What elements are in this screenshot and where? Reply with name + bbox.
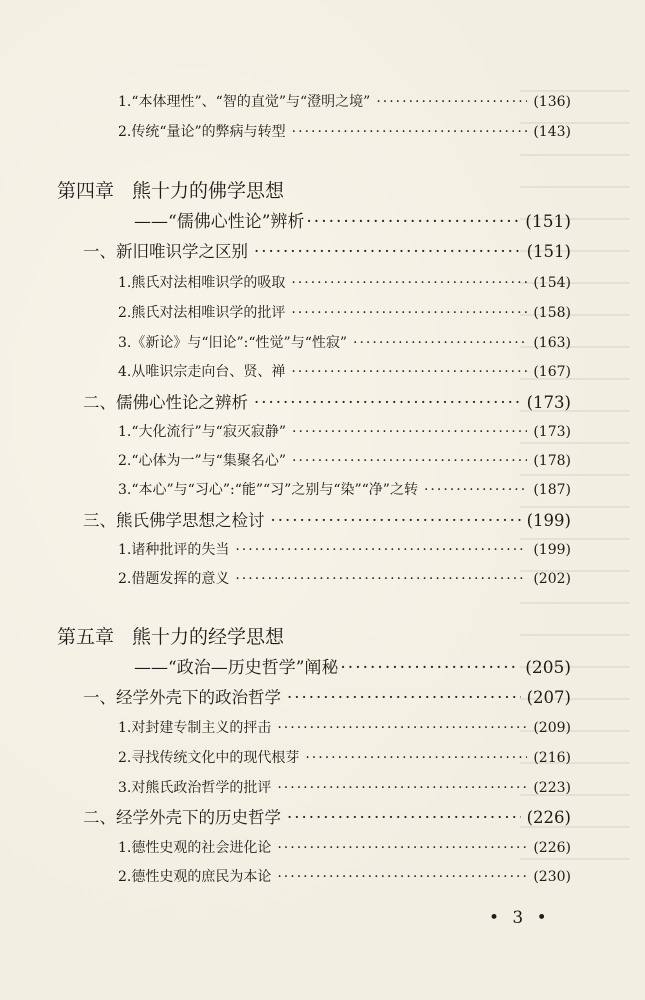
- leader-dots: [287, 688, 521, 707]
- entry-page-number: (163): [533, 335, 571, 352]
- entry-title: 1.“本体理性”、“智的直觉”与“澄明之境”: [118, 94, 371, 111]
- leader-dots: [291, 364, 527, 380]
- entry-page-number: (202): [533, 571, 571, 588]
- entry-title: 1.熊氏对法相唯识学的吸取: [118, 275, 286, 292]
- entry-page-number: (173): [526, 392, 571, 412]
- leader-dots: [340, 658, 519, 678]
- leader-dots: [376, 94, 527, 110]
- leader-dots: [353, 335, 527, 351]
- entry-title: 2.“心体为一”与“集聚名心”: [118, 453, 286, 470]
- chapter-subtitle-entry[interactable]: [134, 653, 571, 678]
- entry-title: ——“政治—历史哲学”阐秘: [134, 657, 339, 678]
- entry-title: 2.传统“量论”的弊病与转型: [118, 124, 286, 141]
- toc-subsection-entry[interactable]: [118, 421, 571, 441]
- entry-page-number: (187): [533, 482, 571, 499]
- entry-title: 1.德性史观的社会进化论: [118, 840, 272, 857]
- leader-dots: [277, 869, 527, 885]
- leader-dots: [292, 424, 527, 440]
- leader-dots: [306, 212, 519, 232]
- leader-dots: [305, 750, 527, 766]
- leader-dots: [254, 393, 521, 412]
- toc-subsection-entry[interactable]: [118, 302, 571, 322]
- leader-dots: [291, 275, 527, 291]
- leader-dots: [287, 808, 521, 827]
- leader-dots: [277, 720, 527, 736]
- toc-subsection-entry[interactable]: [118, 91, 571, 111]
- toc-subsection-entry[interactable]: [118, 837, 571, 857]
- leader-dots: [235, 571, 527, 587]
- entry-page-number: (207): [526, 687, 571, 707]
- toc-subsection-entry[interactable]: [118, 479, 571, 499]
- entry-page-number: (216): [533, 750, 571, 767]
- entry-title: 2.熊氏对法相唯识学的批评: [118, 305, 286, 322]
- entry-page-number: (199): [533, 542, 571, 559]
- chapter-title: 熊十力的经学思想: [132, 626, 285, 648]
- entry-title: 1.诸种批评的失当: [118, 542, 230, 559]
- entry-page-number: (151): [526, 241, 571, 261]
- entry-title: 1.“大化流行”与“寂灭寂静”: [118, 424, 286, 441]
- entry-page-number: (136): [533, 94, 571, 111]
- leader-dots: [277, 780, 527, 796]
- entry-page-number: (205): [525, 657, 571, 678]
- toc-subsection-entry[interactable]: [118, 866, 571, 886]
- entry-title: 1.对封建专制主义的抨击: [118, 720, 272, 737]
- toc-subsection-entry[interactable]: [118, 717, 571, 737]
- leader-dots: [277, 840, 527, 856]
- toc-section-entry[interactable]: [83, 507, 571, 531]
- toc-subsection-entry[interactable]: [118, 539, 571, 559]
- leader-dots: [271, 511, 521, 530]
- entry-title: 2.德性史观的庶民为本论: [118, 869, 272, 886]
- chapter-number: 第四章: [57, 180, 115, 202]
- toc-subsection-entry[interactable]: [118, 747, 571, 767]
- leader-dots: [292, 124, 528, 140]
- toc-subsection-entry[interactable]: [118, 568, 571, 588]
- toc-subsection-entry[interactable]: [118, 450, 571, 470]
- entry-title: 二、儒佛心性论之辨析: [83, 392, 248, 412]
- entry-title: 2.寻找传统文化中的现代根芽: [118, 750, 300, 767]
- entry-page-number: (151): [525, 211, 571, 232]
- toc-subsection-entry[interactable]: [118, 272, 571, 292]
- chapter-number: 第五章: [57, 626, 115, 648]
- entry-title: 4.从唯识宗走向台、贤、禅: [118, 364, 286, 381]
- leader-dots: [254, 242, 521, 261]
- chapter-subtitle-entry[interactable]: [134, 207, 571, 232]
- toc-subsection-entry[interactable]: [118, 777, 571, 797]
- entry-page-number: (199): [526, 510, 571, 530]
- page-number-folio: • 3 •: [489, 908, 551, 928]
- chapter-title: 熊十力的佛学思想: [132, 180, 285, 202]
- toc-section-entry[interactable]: [83, 389, 571, 413]
- entry-page-number: (158): [533, 305, 571, 322]
- entry-title: 二、经学外壳下的历史哲学: [83, 807, 281, 827]
- leader-dots: [424, 482, 527, 498]
- entry-title: ——“儒佛心性论”辨析: [134, 211, 305, 232]
- toc-subsection-entry[interactable]: [118, 121, 571, 141]
- toc-section-entry[interactable]: [83, 684, 571, 708]
- toc-subsection-entry[interactable]: [118, 361, 571, 381]
- leader-dots: [291, 305, 527, 321]
- entry-page-number: (173): [533, 424, 571, 441]
- entry-title: 2.借题发挥的意义: [118, 571, 230, 588]
- entry-page-number: (226): [533, 840, 571, 857]
- entry-title: 3.对熊氏政治哲学的批评: [118, 780, 272, 797]
- entry-page-number: (178): [533, 453, 571, 470]
- entry-title: 3.“本心”与“习心”:“能”“习”之别与“染”“净”之转: [118, 482, 418, 499]
- entry-title: 三、熊氏佛学思想之检讨: [83, 510, 265, 530]
- toc-section-entry[interactable]: [83, 238, 571, 262]
- chapter-heading: [57, 622, 284, 649]
- leader-dots: [235, 542, 527, 558]
- entry-page-number: (209): [533, 720, 571, 737]
- entry-page-number: (143): [533, 124, 571, 141]
- chapter-heading: [57, 176, 284, 203]
- entry-page-number: (154): [533, 275, 571, 292]
- entry-page-number: (226): [526, 807, 571, 827]
- entry-page-number: (167): [533, 364, 571, 381]
- toc-section-entry[interactable]: [83, 804, 571, 828]
- entry-title: 3.《新论》与“旧论”:“性觉”与“性寂”: [118, 335, 348, 352]
- leader-dots: [292, 453, 527, 469]
- entry-title: 一、经学外壳下的政治哲学: [83, 687, 281, 707]
- entry-title: 一、新旧唯识学之区别: [83, 241, 248, 261]
- entry-page-number: (223): [533, 780, 571, 797]
- toc-subsection-entry[interactable]: [118, 332, 571, 352]
- entry-page-number: (230): [533, 869, 571, 886]
